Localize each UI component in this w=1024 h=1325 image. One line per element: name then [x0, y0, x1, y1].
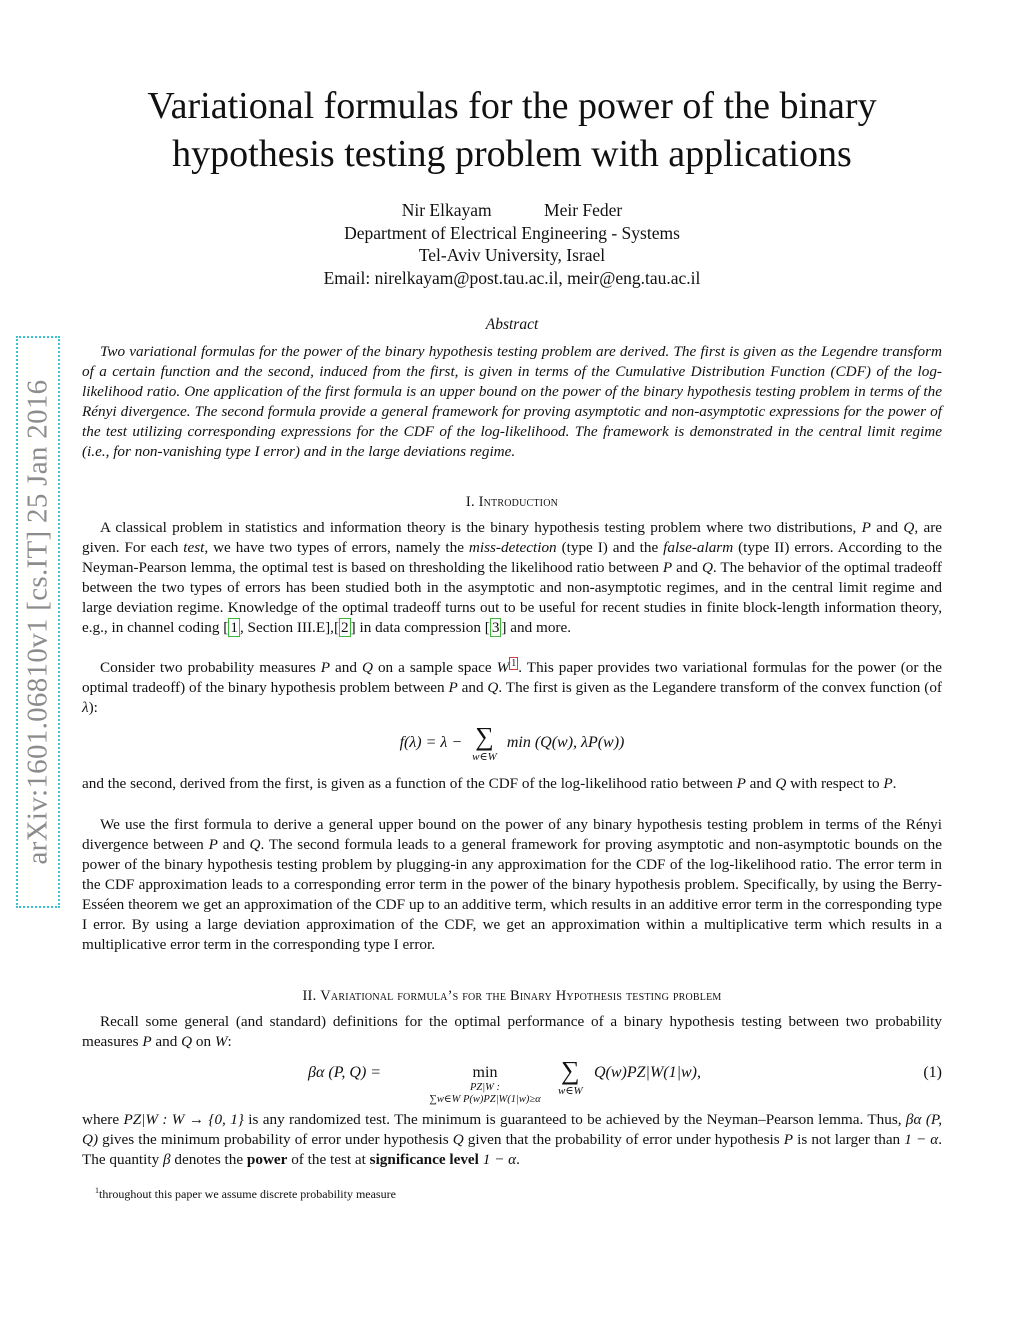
- intro-paragraph-4: We use the first formula to derive a general upper bound on the power of any binary hypothesis testing problem in terms of the Rényi divergence between P and Q. The second formula leads to a general framework for proving asymptotic and non-asymptotic bounds on the power of the binary hypothesis testing problem by plugging-in any approximation for the CDF of the log-likelihood ratio. The error term in the CDF approximation leads to a corresponding error term in the power of the binary hypothesis problem. Specifically, by using the Berry-Esséen theorem we get an approximation of the CDF up to an additive term, which results in an additive error term in the corresponding type I error. By using a large deviation approximation of the CDF, we get an approximation within a multiplicative term which results in a multiplicative error term in the corresponding type I error.: [82, 816, 942, 953]
- citation-link-2[interactable]: 2: [341, 619, 349, 636]
- section-2-number: II.: [302, 988, 317, 1004]
- equation-number-1: (1): [923, 1064, 942, 1081]
- author-1: Nir Elkayam: [401, 200, 492, 220]
- footnote-link-1[interactable]: 1: [511, 657, 517, 669]
- eq-beta-min: min PZ|W : ∑w∈W P(w)PZ|W(1|w)≥α: [429, 1064, 541, 1105]
- citation-link-1[interactable]: 1: [230, 619, 238, 636]
- section-2-paragraph-1: Recall some general (and standard) definitions for the optimal performance of a binary hypothesis testing between two probability measures P and Q on W:: [82, 1013, 942, 1050]
- section-1-title: Introduction: [478, 494, 559, 510]
- arxiv-stamp: [16, 336, 60, 908]
- eq-f-rhs: min (Q(w), λP(w)): [506, 734, 625, 752]
- section-1-number: I.: [465, 494, 475, 510]
- section-2-title: Variational formula’s for the Binary Hypothesis testing problem: [320, 988, 722, 1004]
- author-block: [82, 199, 942, 289]
- university: Tel-Aviv University, Israel: [418, 245, 606, 265]
- abstract-heading: Abstract: [485, 316, 539, 333]
- section-2-heading: [82, 988, 942, 1005]
- eq-f-sum: ∑ w∈W: [472, 722, 497, 763]
- email: Email: nirelkayam@post.tau.ac.il, meir@eng.tau.ac.il: [323, 267, 701, 288]
- footnote-1: [95, 1186, 396, 1202]
- title-line-1: Variational formulas for the power of the binary: [147, 85, 877, 127]
- section-1-heading: [82, 494, 942, 511]
- intro-paragraph-3: and the second, derived from the first, is given as a function of the CDF of the log-likelihood ratio between P and Q with respect to P.: [82, 775, 897, 792]
- author-2: Meir Feder: [544, 200, 623, 220]
- department: Department of Electrical Engineering - Systems: [344, 222, 680, 243]
- section-2-paragraph-2: where PZ|W : W → {0, 1} is any randomized test. The minimum is guaranteed to be achieved by the Neyman–Pearson lemma. Thus, βα (P, Q) gives the minimum probability of error under hypothesis Q given that the probability of error under hypothesis P is not larger than 1 − α. The quantity β denotes the power of the test at significance level 1 − α.: [82, 1111, 942, 1168]
- citation-link-3[interactable]: 3: [491, 619, 500, 636]
- equation-f-lambda: [82, 724, 942, 774]
- intro-paragraph-1: A classical problem in statistics and information theory is the binary hypothesis testing problem where two distributions, P and Q, are given. For each test, we have two types of errors, namely the miss-detection (type I) and the false-alarm (type II) errors. According to the Neyman-Pearson lemma, the optimal test is based on thresholding the likelihood ratio between P and Q. The behavior of the optimal tradeoff between the two types of errors has been studied both in the asymptotic and non-asymptotic regimes, and in the central limit regime and large deviation regime. Knowledge of the optimal tradeoff turns out to be useful for recent studies in finite block-length information theory, e.g., in channel coding [ 1 , Section III.E],[ 2 ] in data compression [ 3 ] and more.: [82, 519, 943, 636]
- footnote-mark: 1: [95, 1186, 99, 1195]
- author-names: [82, 199, 942, 222]
- footnote-text: throughout this paper we assume discrete probability measure: [99, 1187, 396, 1201]
- eq-beta-lhs: βα (P, Q) =: [308, 1064, 382, 1081]
- eq-f-lhs: f(λ) = λ −: [399, 734, 463, 752]
- intro-paragraph-2: Consider two probability measures P and Q on a sample space W $^1$ . This paper provides two variational formulas for the power (or the optimal tradeoff) of the binary hypothesis problem between P and Q. The first is given as the Legandere transform of the convex function (of λ):: [82, 657, 942, 716]
- paper-title: [82, 82, 942, 178]
- abstract-text: Two variational formulas for the power of the binary hypothesis testing problem are derived. The first is given as the Legendre transform of a certain function and the second, induced from the first, is given in terms of the Cumulative Distribution Function (CDF) of the log-likelihood ratio. One application of the first formula is an upper bound on the power of the binary hypothesis testing problem in terms of the Rényi divergence. The second formula provide a general framework for proving asymptotic and non-asymptotic expressions for the power of the test utilizing corresponding expressions for the CDF of the log-likelihood. The framework is demonstrated in the central limit regime (i.e., for non-vanishing type I error) and in the large deviations regime.: [82, 343, 942, 460]
- eq-beta-sum: ∑ w∈W: [558, 1056, 583, 1097]
- eq-beta-rhs: Q(w)PZ|W(1|w),: [594, 1064, 702, 1081]
- equation-1-beta: [82, 1058, 942, 1112]
- title-line-2: hypothesis testing problem with applications: [172, 133, 852, 175]
- arxiv-stamp-text: arXiv:1601.06810v1 [cs.IT] 25 Jan 2016: [21, 379, 54, 865]
